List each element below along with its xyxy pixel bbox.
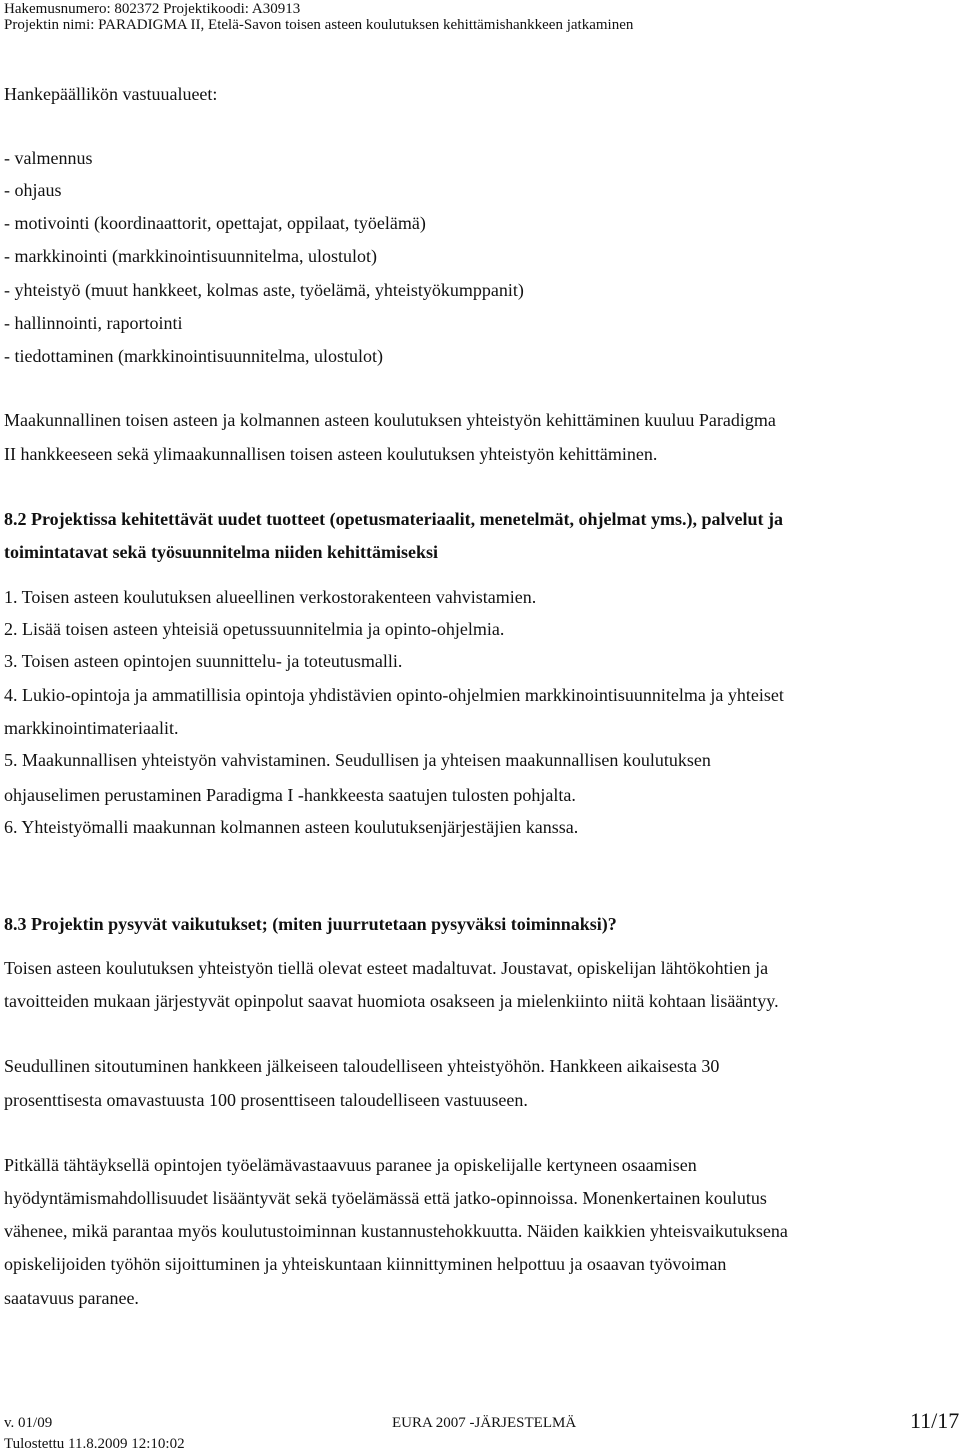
section-8-2-heading-cont: toimintatavat sekä työsuunnitelma niiden kehittämiseksi (4, 542, 439, 562)
effects-paragraph-line: tavoitteiden mukaan järjestyvät opinpolut saavat huomiota osakseen ja mielenkiinto niitä kohtaan lisääntyy. (4, 991, 779, 1011)
effects-paragraph-line: Toisen asteen koulutuksen yhteistyön tiellä olevat esteet madaltuvat. Joustavat, opiskelijan lähtökohtien ja (4, 958, 769, 978)
list-item: - tiedottaminen (markkinointisuunnitelma, ulostulot) (4, 346, 383, 366)
responsibilities-heading: Hankepäällikön vastuualueet: (4, 84, 218, 104)
list-item: - motivointi (koordinaattorit, opettajat, oppilaat, työelämä) (4, 213, 426, 233)
cooperation-paragraph-line: Maakunnallinen toisen asteen ja kolmannen asteen koulutuksen yhteistyön kehittäminen kuuluu Paradigma (4, 410, 776, 430)
section-8-3-heading: 8.3 Projektin pysyvät vaikutukset; (miten juurrutetaan pysyväksi toiminnaksi)? (4, 914, 617, 934)
product-list-line: 4. Lukio-opintoja ja ammatillisia opintoja yhdistävien opinto-ohjelmien markkinointisuunnitelma ja yhteiset (4, 685, 784, 705)
effects-paragraph-line: Pitkällä tähtäyksellä opintojen työelämävastaavuus paranee ja opiskelijalle kertyneen osaamisen (4, 1155, 697, 1175)
footer-version: v. 01/09 (4, 1415, 53, 1431)
list-item: - valmennus (4, 148, 93, 168)
product-list-line: 6. Yhteistyömalli maakunnan kolmannen asteen koulutuksenjärjestäjien kanssa. (4, 817, 579, 837)
footer-page-number: 11/17 (910, 1408, 960, 1433)
product-list-line: 1. Toisen asteen koulutuksen alueellinen verkostorakenteen vahvistamien. (4, 587, 537, 607)
cooperation-paragraph-line: II hankkeeseen sekä ylimaakunnallisen toisen asteen koulutuksen yhteistyön kehittäminen. (4, 444, 658, 464)
product-list-line: markkinointimateriaalit. (4, 718, 179, 738)
product-list-line: ohjauselimen perustaminen Paradigma I -hankkeesta saatujen tulosten pohjalta. (4, 785, 576, 805)
product-list-line: 2. Lisää toisen asteen yhteisiä opetussuunnitelmia ja opinto-ohjelmia. (4, 619, 505, 639)
product-list-line: 5. Maakunnallisen yhteistyön vahvistaminen. Seudullisen ja yhteisen maakunnallisen koulutuksen (4, 750, 711, 770)
effects-paragraph-line: saatavuus paranee. (4, 1288, 139, 1308)
effects-paragraph-line: vähenee, mikä parantaa myös koulutustoiminnan kustannustehokkuutta. Näiden kaikkien yhteisvaikutuksena (4, 1221, 788, 1241)
header-application-number: Hakemusnumero: 802372 Projektikoodi: A30913 (4, 1, 301, 17)
product-list-line: 3. Toisen asteen opintojen suunnittelu- ja toteutusmalli. (4, 651, 403, 671)
header-project-name: Projektin nimi: PARADIGMA II, Etelä-Savon toisen asteen koulutuksen kehittämishankkeen jatkaminen (4, 17, 634, 33)
footer-system: EURA 2007 -JÄRJESTELMÄ (392, 1415, 577, 1431)
footer-printed-timestamp: Tulostettu 11.8.2009 12:10:02 (4, 1436, 185, 1452)
list-item: - yhteistyö (muut hankkeet, kolmas aste, työelämä, yhteistyökumppanit) (4, 280, 524, 300)
effects-paragraph-line: Seudullinen sitoutuminen hankkeen jälkeiseen taloudelliseen yhteistyöhön. Hankkeen aikaisesta 30 (4, 1056, 720, 1076)
list-item: - markkinointi (markkinointisuunnitelma, ulostulot) (4, 246, 377, 266)
list-item: - hallinnointi, raportointi (4, 313, 183, 333)
effects-paragraph-line: opiskelijoiden työhön sijoittuminen ja yhteiskuntaan kiinnittyminen helpottuu ja osaavan työvoiman (4, 1254, 727, 1274)
list-item: - ohjaus (4, 180, 62, 200)
effects-paragraph-line: hyödyntämismahdollisuudet lisääntyvät sekä työelämässä että jatko-opinnoissa. Monenkertainen koulutus (4, 1188, 767, 1208)
section-8-2-heading: 8.2 Projektissa kehitettävät uudet tuotteet (opetusmateriaalit, menetelmät, ohjelmat yms.), palvelut ja (4, 509, 784, 529)
effects-paragraph-line: prosenttisesta omavastuusta 100 prosenttiseen taloudelliseen vastuuseen. (4, 1090, 528, 1110)
